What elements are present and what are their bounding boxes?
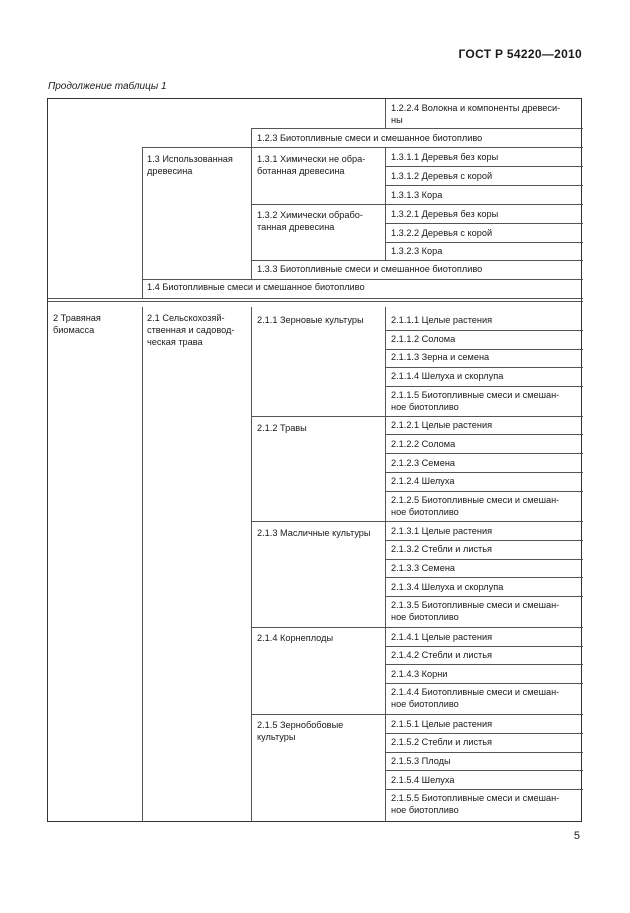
- row-rule: [142, 147, 583, 148]
- cell-2-1-3-1: 2.1.3.1 Целые растения: [391, 526, 493, 536]
- cell-2-1-1-1: 2.1.1.1 Целые растения: [391, 315, 493, 325]
- cell-2-1-4-3: 2.1.4.3 Корни: [391, 669, 448, 679]
- row-rule: [251, 204, 583, 205]
- cell-1-3-1-3: 1.3.1.3 Кора: [391, 190, 443, 200]
- section-rule: [48, 301, 583, 302]
- row-rule: [385, 242, 583, 243]
- column-rule: [385, 99, 386, 128]
- cell-2-1-5-5: 2.1.5.5 Биотопливные смеси и смешан- ное биотопливо: [391, 793, 560, 815]
- cell-1-3-1: 1.3.1 Химически не обра- ботанная древесина: [257, 154, 366, 176]
- cell-2-1-3-3: 2.1.3.3 Семена: [391, 563, 456, 573]
- cell-2-1-5: 2.1.5 Зернобобовые культуры: [257, 720, 344, 742]
- cell-1-3-3: 1.3.3 Биотопливные смеси и смешанное биотопливо: [257, 264, 483, 274]
- cell-2-1-4-4: 2.1.4.4 Биотопливные смеси и смешан- ное биотопливо: [391, 687, 560, 709]
- row-rule: [385, 386, 583, 387]
- row-rule: [385, 185, 583, 186]
- row-rule: [385, 770, 583, 771]
- row-rule: [385, 789, 583, 790]
- cell-1-4: 1.4 Биотопливные смеси и смешанное биотопливо: [147, 282, 365, 292]
- row-rule: [385, 349, 583, 350]
- table-caption: Продолжение таблицы 1: [48, 81, 167, 92]
- cell-2-1-2-1: 2.1.2.1 Целые растения: [391, 420, 493, 430]
- cell-2-1-4-2: 2.1.4.2 Стебли и листья: [391, 650, 493, 660]
- cell-2-1-3-4: 2.1.3.4 Шелуха и скорлупа: [391, 582, 504, 592]
- page-number: 5: [573, 830, 580, 842]
- row-rule: [385, 453, 583, 454]
- cell-1-3-1-1: 1.3.1.1 Деревья без коры: [391, 152, 499, 162]
- row-rule: [385, 223, 583, 224]
- section-rule: [48, 298, 583, 299]
- cell-1-3-2-3: 1.3.2.3 Кора: [391, 246, 443, 256]
- column-rule: [142, 147, 143, 298]
- cell-2-1-2-3: 2.1.2.3 Семена: [391, 458, 456, 468]
- row-rule: [385, 491, 583, 492]
- cell-2-1-3-2: 2.1.3.2 Стебли и листья: [391, 544, 493, 554]
- cell-2-1-2: 2.1.2 Травы: [257, 423, 307, 433]
- cell-1-3: 1.3 Использованная древесина: [147, 154, 233, 176]
- cell-2-1-4: 2.1.4 Корнеплоды: [257, 633, 334, 643]
- row-rule: [251, 714, 583, 715]
- row-rule: [385, 752, 583, 753]
- row-rule: [385, 683, 583, 684]
- cell-2-1-3: 2.1.3 Масличные культуры: [257, 528, 371, 538]
- cell-2-1-5-4: 2.1.5.4 Шелуха: [391, 775, 455, 785]
- row-rule: [385, 646, 583, 647]
- row-rule: [385, 330, 583, 331]
- cell-2-1-1-4: 2.1.1.4 Шелуха и скорлупа: [391, 371, 504, 381]
- column-rule: [385, 307, 386, 822]
- cell-1-3-2-1: 1.3.2.1 Деревья без коры: [391, 209, 499, 219]
- row-rule: [385, 367, 583, 368]
- row-rule: [385, 540, 583, 541]
- column-rule: [251, 307, 252, 822]
- row-rule: [385, 434, 583, 435]
- row-rule: [251, 627, 583, 628]
- cell-2-1: 2.1 Сельскохозяй- ственная и садовод- ческая трава: [147, 313, 235, 347]
- cell-1-2-2-4: 1.2.2.4 Волокна и компоненты древеси- ны: [391, 103, 561, 125]
- cell-1-3-2-2: 1.3.2.2 Деревья с корой: [391, 228, 493, 238]
- row-rule: [385, 577, 583, 578]
- document-code: ГОСТ Р 54220—2010: [458, 47, 582, 61]
- row-rule: [251, 128, 583, 129]
- cell-category-2: 2 Травяная биомасса: [53, 313, 101, 335]
- cell-2-1-4-1: 2.1.4.1 Целые растения: [391, 632, 493, 642]
- cell-1-3-2: 1.3.2 Химически обрабо- танная древесина: [257, 210, 363, 232]
- row-rule: [385, 733, 583, 734]
- cell-2-1-1-3: 2.1.1.3 Зерна и семена: [391, 352, 490, 362]
- row-rule: [385, 166, 583, 167]
- cell-2-1-5-1: 2.1.5.1 Целые растения: [391, 719, 493, 729]
- cell-2-1-5-2: 2.1.5.2 Стебли и листья: [391, 737, 493, 747]
- cell-1-2-3: 1.2.3 Биотопливные смеси и смешанное биотопливо: [257, 133, 483, 143]
- column-rule: [142, 307, 143, 822]
- classification-table: [47, 98, 582, 822]
- cell-1-3-1-2: 1.3.1.2 Деревья с корой: [391, 171, 493, 181]
- row-rule: [142, 279, 583, 280]
- cell-2-1-3-5: 2.1.3.5 Биотопливные смеси и смешан- ное биотопливо: [391, 600, 560, 622]
- row-rule: [251, 521, 583, 522]
- row-rule: [385, 559, 583, 560]
- row-rule: [251, 260, 583, 261]
- cell-2-1-1-2: 2.1.1.2 Солома: [391, 334, 456, 344]
- row-rule: [385, 472, 583, 473]
- cell-2-1-5-3: 2.1.5.3 Плоды: [391, 756, 451, 766]
- cell-2-1-2-4: 2.1.2.4 Шелуха: [391, 476, 455, 486]
- cell-2-1-1-5: 2.1.1.5 Биотопливные смеси и смешан- ное биотопливо: [391, 390, 560, 412]
- cell-2-1-2-5: 2.1.2.5 Биотопливные смеси и смешан- ное биотопливо: [391, 495, 560, 517]
- row-rule: [385, 596, 583, 597]
- row-rule: [385, 664, 583, 665]
- row-rule: [251, 416, 583, 417]
- cell-2-1-1: 2.1.1 Зерновые культуры: [257, 315, 364, 325]
- cell-2-1-2-2: 2.1.2.2 Солома: [391, 439, 456, 449]
